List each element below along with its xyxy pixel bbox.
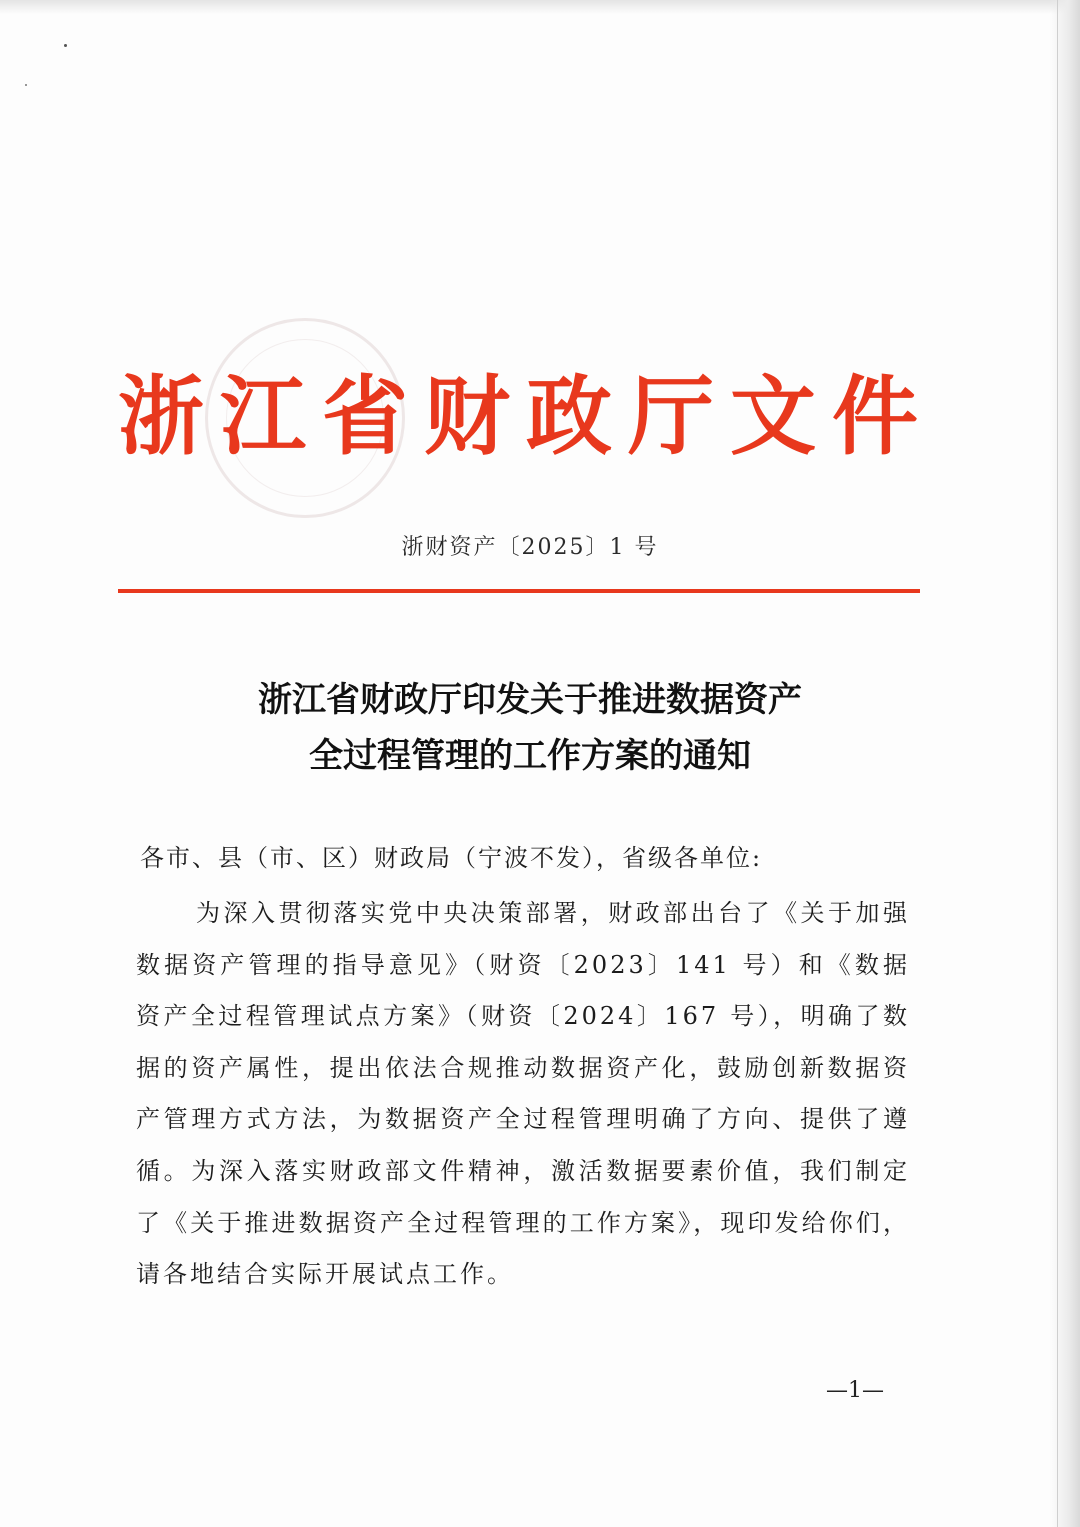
red-divider-line: [118, 589, 920, 593]
page-number: —1—: [826, 1378, 884, 1403]
body-paragraph: 为深入贯彻落实党中央决策部署，财政部出台了《关于加强数据资产管理的指导意见》（财资〔2023〕141 号）和《数据资产全过程管理试点方案》（财资〔2024〕167 号），明确了数据的资产属性，提出依法合规推动数据资产化，鼓励创新数据资产管理方式方法，为数据资产全过程管理明确了方向、提供了遵循。为深入落实财政部文件精神，激活数据要素价值，我们制定了《关于推进数据资产全过程管理的工作方案》，现印发给你们，请各地结合实际开展试点工作。: [136, 899, 910, 1289]
scan-speck: [25, 84, 27, 86]
masthead-title: 浙江省财政厅文件: [118, 366, 934, 467]
notice-title-line-2: 全过程管理的工作方案的通知: [309, 736, 751, 776]
scan-edge-top: [0, 0, 1080, 14]
salutation: 各市、县（市、区）财政局（宁波不发），省级各单位:: [140, 844, 763, 872]
document-number: 浙财资产〔2025〕1 号: [401, 535, 659, 560]
scan-speck: [64, 44, 67, 47]
notice-title-line-1: 浙江省财政厅印发关于推进数据资产: [258, 680, 802, 720]
notice-title: [0, 672, 1060, 784]
